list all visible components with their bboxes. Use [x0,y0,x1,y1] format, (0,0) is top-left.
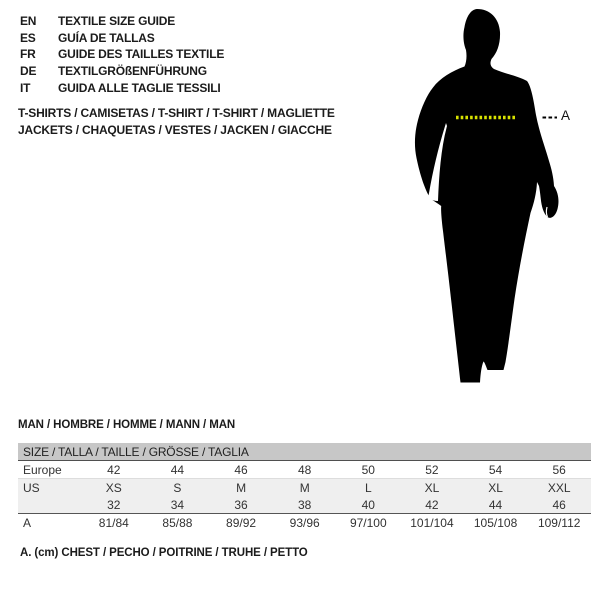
size-value: M [236,480,247,495]
section-title-man: MAN / HOMBRE / HOMME / MANN / MAN [18,419,236,431]
size-value: 46 [552,497,566,512]
size-table [18,443,591,531]
size-value: XL [488,480,503,495]
size-value: 109/112 [537,515,581,530]
size-value: XL [424,480,440,495]
tshirts-line: T-SHIRTS / CAMISETAS / T-SHIRT / T-SHIRT / MAGLIETTE [18,106,335,120]
language-code: FR [20,47,36,62]
size-value: L [364,480,372,495]
size-value: M [299,480,310,495]
table-header: SIZE / TALLA / TAILLE / GRÖSSE / TAGLIA [18,443,591,461]
measurement-footnote: A. (cm) CHEST / PECHO / POITRINE / TRUHE / PETTO [20,547,308,559]
size-value: 44 [488,497,503,512]
size-value: 32 [107,497,121,512]
table-row-europe [18,461,591,479]
size-value: 54 [488,462,503,477]
man-silhouette-figure [395,5,580,390]
language-code: ES [20,30,36,45]
size-value: 38 [298,497,312,512]
guide-title: TEXTILGRÖßENFÜHRUNG [58,64,207,79]
language-code: IT [20,80,31,95]
table-row-numeric [18,496,591,513]
size-value: 50 [361,462,375,477]
size-value: 42 [425,497,439,512]
size-value: 81/84 [98,515,129,530]
guide-title: TEXTILE SIZE GUIDE [58,14,176,28]
jackets-line: JACKETS / CHAQUETAS / VESTES / JACKEN / GIACCHE [18,123,332,137]
row-label: US [23,480,40,495]
size-value: 48 [298,462,312,477]
table-row-us [18,479,591,496]
size-value: 44 [170,462,185,477]
size-value: 56 [552,462,566,477]
row-label: A [23,515,32,530]
language-code: EN [20,14,37,28]
row-label: Europe [23,462,62,477]
size-value: 52 [425,462,439,477]
guide-title: GUÍA DE TALLAS [58,30,155,45]
guide-title: GUIDE DES TAILLES TEXTILE [58,47,225,62]
measure-label-a: A [561,108,571,123]
size-value: 105/108 [473,515,518,530]
size-value: 42 [107,462,121,477]
language-code: DE [20,64,37,79]
size-value: 93/96 [289,515,320,530]
size-value: 89/92 [226,515,257,530]
size-value: S [173,480,182,495]
size-value: 40 [361,497,375,512]
guide-title: GUIDA ALLE TAGLIE TESSILI [58,80,221,95]
size-value: 85/88 [162,515,193,530]
size-value: 36 [234,497,248,512]
size-value: 97/100 [349,515,387,530]
size-value: 46 [234,462,248,477]
size-value: 101/104 [410,515,454,530]
size-value: 34 [170,497,185,512]
size-value: XS [105,480,122,495]
table-row-chest [18,513,591,531]
size-value: XXL [547,480,571,495]
